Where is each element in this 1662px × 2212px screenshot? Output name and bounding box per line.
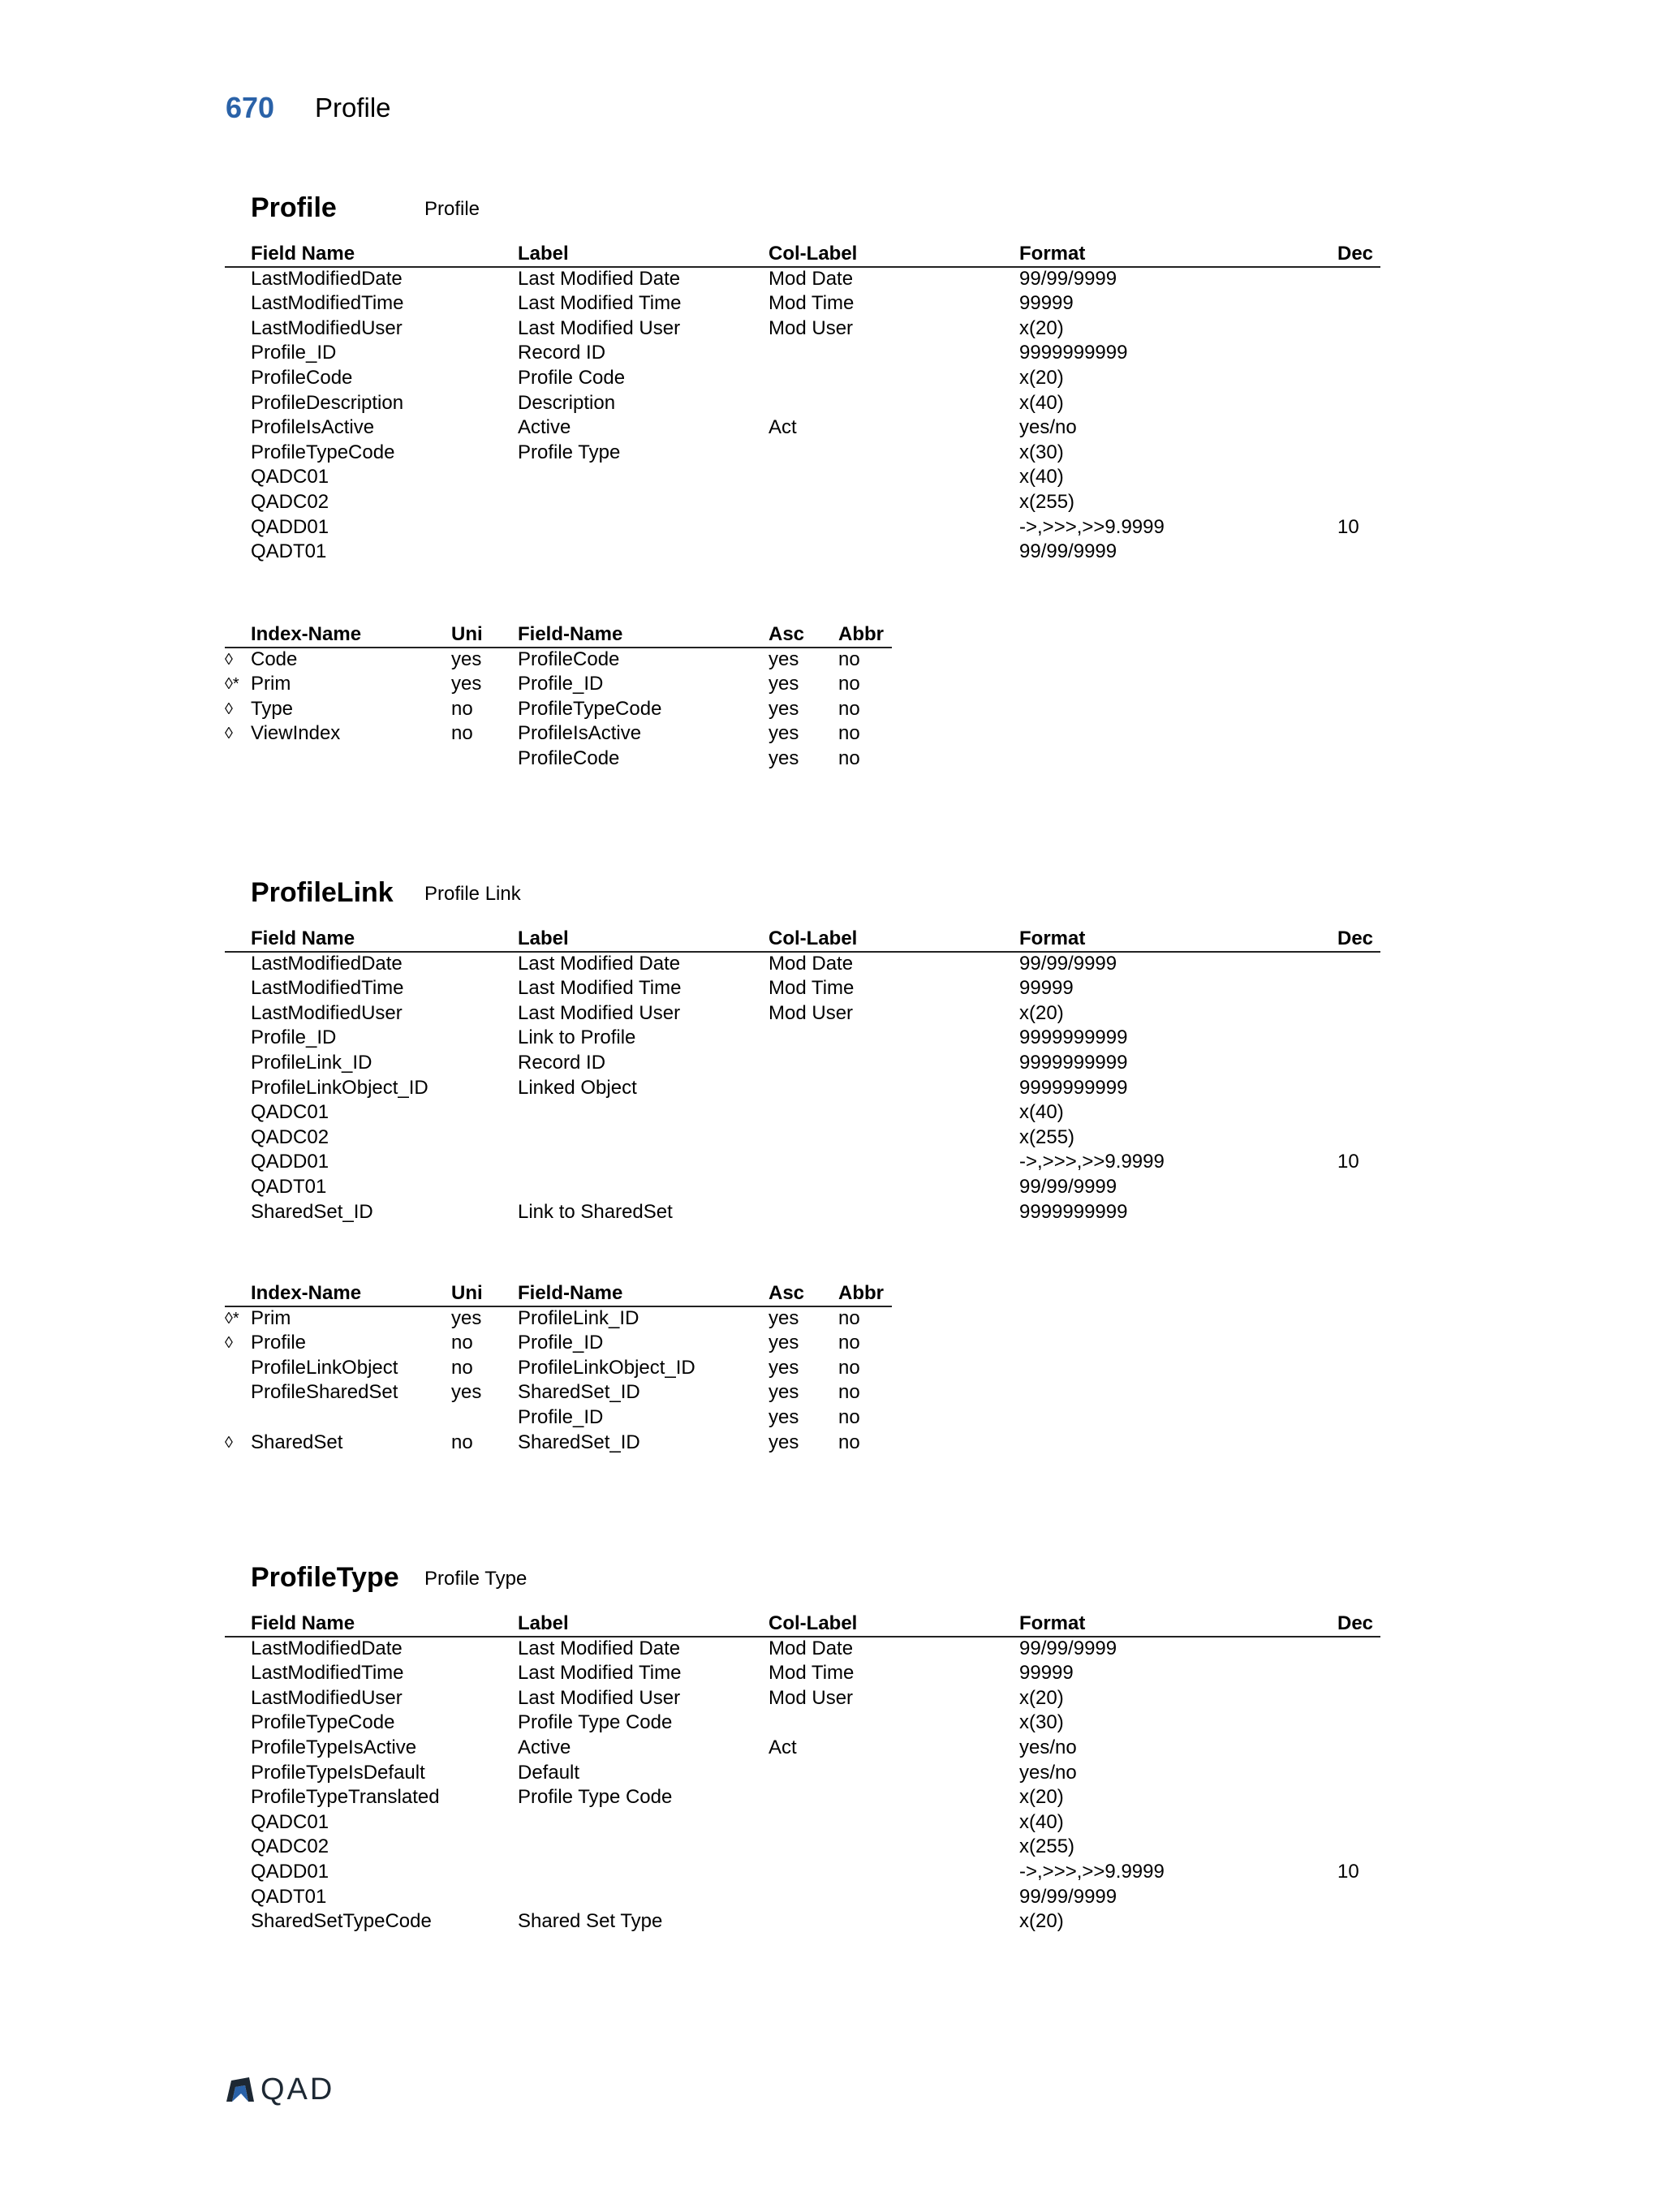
format-cell: x(20) (1019, 316, 1064, 339)
index-field-cell: SharedSet_ID (518, 1381, 640, 1404)
column-header: Col-Label (769, 243, 858, 265)
table-row (0, 1200, 1662, 1225)
format-cell: ->,>>>,>>9.9999 (1019, 1860, 1165, 1883)
column-header: Dec (1337, 927, 1374, 949)
index-name-cell: Prim (251, 1306, 291, 1329)
index-name-cell: ProfileSharedSet (251, 1381, 398, 1404)
label-cell: Description (518, 391, 616, 414)
field-name-cell: LastModifiedUser (251, 316, 403, 339)
format-cell: x(255) (1019, 1835, 1075, 1858)
column-header: Format (1019, 927, 1086, 949)
field-name-cell: Profile_ID (251, 1026, 337, 1049)
label-cell: Last Modified User (518, 316, 681, 339)
table-title: ProfileLink (251, 877, 394, 908)
format-cell: x(40) (1019, 466, 1064, 488)
table-description: Profile Link (424, 883, 521, 905)
col-label-cell: Mod User (769, 1686, 854, 1709)
label-cell: Link to SharedSet (518, 1200, 673, 1223)
table-row (0, 747, 1662, 772)
table-row (0, 952, 1662, 977)
col-label-cell: Mod Date (769, 267, 854, 290)
column-header: Dec (1337, 243, 1374, 265)
field-name-cell: LastModifiedUser (251, 1001, 403, 1024)
field-table (0, 1612, 1662, 1934)
index-name-cell: Profile (251, 1332, 307, 1354)
table-row (0, 1026, 1662, 1051)
field-name-cell: ProfileLinkObject_ID (251, 1076, 428, 1099)
label-cell: Record ID (518, 1051, 606, 1074)
ascending-cell: yes (769, 1356, 799, 1379)
format-cell: x(40) (1019, 1810, 1064, 1833)
field-table-header (0, 1612, 1662, 1637)
unique-cell: no (451, 1356, 473, 1379)
field-table (0, 242, 1662, 565)
field-name-cell: LastModifiedDate (251, 1637, 403, 1659)
index-name-cell: Prim (251, 673, 291, 695)
unique-cell: no (451, 1332, 473, 1354)
ascending-cell: yes (769, 648, 799, 670)
format-cell: 9999999999 (1019, 342, 1128, 364)
table-row (0, 1150, 1662, 1175)
format-cell: 9999999999 (1019, 1076, 1128, 1099)
col-label-cell: Mod User (769, 316, 854, 339)
field-name-cell: LastModifiedTime (251, 977, 404, 1000)
ascending-cell: yes (769, 1381, 799, 1404)
index-flag-icon: ◊* (225, 675, 239, 694)
label-cell: Profile Type Code (518, 1786, 673, 1809)
field-name-cell: QADC02 (251, 490, 329, 513)
label-cell: Last Modified Date (518, 1637, 681, 1659)
field-table-header (0, 927, 1662, 952)
abbreviated-cell: no (838, 1356, 860, 1379)
index-name-cell: ViewIndex (251, 722, 341, 745)
table-row (0, 1051, 1662, 1076)
field-name-cell: ProfileLink_ID (251, 1051, 372, 1074)
abbreviated-cell: no (838, 1431, 860, 1453)
field-table (0, 927, 1662, 1224)
label-cell: Last Modified Date (518, 267, 681, 290)
label-cell: Last Modified Time (518, 292, 682, 315)
table-row (0, 366, 1662, 391)
column-header: Asc (769, 623, 805, 645)
index-field-cell: ProfileCode (518, 648, 620, 670)
column-header: Field Name (251, 927, 355, 949)
table-row (0, 316, 1662, 342)
unique-cell: yes (451, 648, 482, 670)
table-row (0, 1331, 1662, 1356)
ascending-cell: yes (769, 1431, 799, 1453)
col-label-cell: Mod Time (769, 977, 855, 1000)
unique-cell: no (451, 1431, 473, 1453)
index-field-cell: ProfileIsActive (518, 722, 642, 745)
ascending-cell: yes (769, 1405, 799, 1428)
column-header: Label (518, 1612, 569, 1634)
column-header: Format (1019, 1612, 1086, 1634)
label-cell: Active (518, 1736, 571, 1758)
index-field-cell: Profile_ID (518, 1332, 604, 1354)
column-header: Abbr (838, 1282, 884, 1304)
table-row (0, 1001, 1662, 1026)
format-cell: x(20) (1019, 1910, 1064, 1933)
table-row (0, 291, 1662, 316)
unique-cell: no (451, 697, 473, 720)
table-row (0, 1785, 1662, 1810)
dec-cell: 10 (1337, 1151, 1359, 1173)
index-flag-icon: ◊ (225, 650, 233, 669)
ascending-cell: yes (769, 673, 799, 695)
field-name-cell: QADC01 (251, 1101, 329, 1124)
index-table-header (0, 1281, 1662, 1306)
column-header: Dec (1337, 1612, 1374, 1634)
table-row (0, 341, 1662, 366)
table-title: Profile (251, 192, 337, 223)
table-description: Profile (424, 198, 480, 220)
table-row (0, 1860, 1662, 1885)
abbreviated-cell: no (838, 673, 860, 695)
field-name-cell: QADC01 (251, 466, 329, 488)
table-row (0, 490, 1662, 515)
label-cell: Link to Profile (518, 1026, 636, 1049)
page-number: 670 (226, 91, 275, 124)
col-label-cell: Mod Time (769, 1662, 855, 1685)
column-header: Asc (769, 1282, 805, 1304)
label-cell: Profile Type Code (518, 1711, 673, 1734)
abbreviated-cell: no (838, 1306, 860, 1329)
label-cell: Last Modified Date (518, 952, 681, 975)
column-header: Index-Name (251, 1282, 362, 1304)
field-name-cell: LastModifiedTime (251, 1662, 404, 1685)
ascending-cell: yes (769, 747, 799, 769)
table-row (0, 465, 1662, 490)
label-cell: Profile Code (518, 366, 626, 389)
field-name-cell: QADD01 (251, 515, 329, 538)
column-header: Uni (451, 623, 483, 645)
format-cell: x(255) (1019, 1125, 1075, 1148)
format-cell: ->,>>>,>>9.9999 (1019, 515, 1165, 538)
field-name-cell: QADC02 (251, 1835, 329, 1858)
table-row (0, 697, 1662, 722)
table-row (0, 1100, 1662, 1125)
table-row (0, 1380, 1662, 1405)
label-cell: Active (518, 416, 571, 439)
table-row (0, 1736, 1662, 1761)
qad-logo-icon (225, 2076, 256, 2103)
col-label-cell: Mod User (769, 1001, 854, 1024)
format-cell: 99999 (1019, 977, 1074, 1000)
format-cell: 9999999999 (1019, 1051, 1128, 1074)
col-label-cell: Mod Date (769, 952, 854, 975)
abbreviated-cell: no (838, 722, 860, 745)
format-cell: x(255) (1019, 490, 1075, 513)
abbreviated-cell: no (838, 1381, 860, 1404)
format-cell: 99/99/9999 (1019, 1637, 1117, 1659)
index-field-cell: Profile_ID (518, 673, 604, 695)
format-cell: 99999 (1019, 292, 1074, 315)
index-flag-icon: ◊ (225, 699, 233, 718)
label-cell: Last Modified User (518, 1001, 681, 1024)
format-cell: 99/99/9999 (1019, 540, 1117, 563)
label-cell: Last Modified Time (518, 1662, 682, 1685)
format-cell: 99999 (1019, 1662, 1074, 1685)
col-label-cell: Act (769, 1736, 797, 1758)
field-name-cell: QADD01 (251, 1151, 329, 1173)
column-header: Label (518, 927, 569, 949)
column-header: Abbr (838, 623, 884, 645)
column-header: Format (1019, 243, 1086, 265)
col-label-cell: Act (769, 416, 797, 439)
index-field-cell: SharedSet_ID (518, 1431, 640, 1453)
format-cell: 99/99/9999 (1019, 1885, 1117, 1908)
column-header: Uni (451, 1282, 483, 1304)
label-cell: Default (518, 1761, 580, 1784)
table-row (0, 1431, 1662, 1456)
format-cell: 9999999999 (1019, 1200, 1128, 1223)
index-name-cell: Code (251, 648, 298, 670)
index-field-cell: ProfileLink_ID (518, 1306, 639, 1329)
table-row (0, 1076, 1662, 1101)
field-name-cell: ProfileTypeTranslated (251, 1786, 440, 1809)
table-row (0, 672, 1662, 697)
table-row (0, 1909, 1662, 1934)
field-name-cell: ProfileTypeCode (251, 441, 395, 463)
unique-cell: yes (451, 1381, 482, 1404)
field-name-cell: QADT01 (251, 1175, 327, 1198)
format-cell: x(20) (1019, 1686, 1064, 1709)
field-name-cell: ProfileCode (251, 366, 353, 389)
abbreviated-cell: no (838, 747, 860, 769)
format-cell: x(20) (1019, 366, 1064, 389)
abbreviated-cell: no (838, 1332, 860, 1354)
unique-cell: no (451, 722, 473, 745)
column-header: Field-Name (518, 623, 623, 645)
column-header: Col-Label (769, 927, 858, 949)
format-cell: x(20) (1019, 1001, 1064, 1024)
field-name-cell: ProfileTypeIsDefault (251, 1761, 425, 1784)
table-row (0, 1686, 1662, 1711)
format-cell: x(30) (1019, 1711, 1064, 1734)
table-row (0, 1175, 1662, 1200)
label-cell: Shared Set Type (518, 1910, 663, 1933)
table-row (0, 1711, 1662, 1736)
format-cell: yes/no (1019, 1761, 1077, 1784)
field-name-cell: LastModifiedDate (251, 952, 403, 975)
column-header: Field Name (251, 1612, 355, 1634)
format-cell: 99/99/9999 (1019, 1175, 1117, 1198)
column-header: Label (518, 243, 569, 265)
label-cell: Last Modified Time (518, 977, 682, 1000)
table-row (0, 1761, 1662, 1786)
index-flag-icon: ◊ (225, 1433, 233, 1452)
ascending-cell: yes (769, 1332, 799, 1354)
table-row (0, 1306, 1662, 1332)
qad-logo-text: QAD (260, 2072, 335, 2107)
field-name-cell: QADT01 (251, 1885, 327, 1908)
unique-cell: yes (451, 673, 482, 695)
column-header: Field-Name (518, 1282, 623, 1304)
page-title: Profile (315, 93, 391, 123)
dec-cell: 10 (1337, 1860, 1359, 1883)
format-cell: x(20) (1019, 1786, 1064, 1809)
label-cell: Linked Object (518, 1076, 637, 1099)
field-name-cell: Profile_ID (251, 342, 337, 364)
col-label-cell: Mod Time (769, 292, 855, 315)
table-row (0, 540, 1662, 565)
index-name-cell: ProfileLinkObject (251, 1356, 398, 1379)
table-row (0, 391, 1662, 416)
table-description: Profile Type (424, 1568, 527, 1590)
label-cell: Record ID (518, 342, 606, 364)
table-row (0, 415, 1662, 441)
format-cell: 9999999999 (1019, 1026, 1128, 1049)
column-header: Field Name (251, 243, 355, 265)
format-cell: 99/99/9999 (1019, 952, 1117, 975)
table-row (0, 1810, 1662, 1835)
table-row (0, 648, 1662, 673)
index-flag-icon: ◊ (225, 725, 233, 743)
index-field-cell: ProfileCode (518, 747, 620, 769)
label-cell: Last Modified User (518, 1686, 681, 1709)
index-table (0, 622, 1662, 772)
unique-cell: yes (451, 1306, 482, 1329)
field-name-cell: SharedSet_ID (251, 1200, 373, 1223)
qad-logo (225, 2073, 334, 2106)
table-row (0, 1356, 1662, 1381)
field-table-header (0, 242, 1662, 267)
table-row (0, 976, 1662, 1001)
table-title: ProfileType (251, 1562, 399, 1593)
field-name-cell: LastModifiedTime (251, 292, 404, 315)
field-name-cell: QADC02 (251, 1125, 329, 1148)
table-row (0, 1885, 1662, 1910)
index-field-cell: ProfileLinkObject_ID (518, 1356, 695, 1379)
field-name-cell: ProfileIsActive (251, 416, 375, 439)
label-cell: Profile Type (518, 441, 621, 463)
col-label-cell: Mod Date (769, 1637, 854, 1659)
field-name-cell: QADD01 (251, 1860, 329, 1883)
ascending-cell: yes (769, 1306, 799, 1329)
field-name-cell: ProfileDescription (251, 391, 404, 414)
index-flag-icon: ◊ (225, 1334, 233, 1353)
format-cell: ->,>>>,>>9.9999 (1019, 1151, 1165, 1173)
format-cell: yes/no (1019, 416, 1077, 439)
index-name-cell: SharedSet (251, 1431, 343, 1453)
table-row (0, 441, 1662, 466)
table-row (0, 1637, 1662, 1662)
dec-cell: 10 (1337, 515, 1359, 538)
format-cell: 99/99/9999 (1019, 267, 1117, 290)
field-name-cell: LastModifiedUser (251, 1686, 403, 1709)
column-header: Index-Name (251, 623, 362, 645)
ascending-cell: yes (769, 697, 799, 720)
field-name-cell: SharedSetTypeCode (251, 1910, 432, 1933)
index-field-cell: ProfileTypeCode (518, 697, 662, 720)
index-field-cell: Profile_ID (518, 1405, 604, 1428)
table-row (0, 1835, 1662, 1860)
table-row (0, 267, 1662, 292)
column-header: Col-Label (769, 1612, 858, 1634)
ascending-cell: yes (769, 722, 799, 745)
table-row (0, 515, 1662, 540)
format-cell: x(30) (1019, 441, 1064, 463)
index-table (0, 1281, 1662, 1455)
abbreviated-cell: no (838, 648, 860, 670)
table-row (0, 1661, 1662, 1686)
format-cell: x(40) (1019, 391, 1064, 414)
field-name-cell: ProfileTypeIsActive (251, 1736, 417, 1758)
abbreviated-cell: no (838, 697, 860, 720)
index-table-header (0, 622, 1662, 648)
abbreviated-cell: no (838, 1405, 860, 1428)
field-name-cell: LastModifiedDate (251, 267, 403, 290)
table-row (0, 721, 1662, 747)
index-name-cell: Type (251, 697, 294, 720)
field-name-cell: QADC01 (251, 1810, 329, 1833)
format-cell: yes/no (1019, 1736, 1077, 1758)
field-name-cell: ProfileTypeCode (251, 1711, 395, 1734)
field-name-cell: QADT01 (251, 540, 327, 563)
table-row (0, 1125, 1662, 1151)
format-cell: x(40) (1019, 1101, 1064, 1124)
index-flag-icon: ◊* (225, 1309, 239, 1328)
table-row (0, 1405, 1662, 1431)
